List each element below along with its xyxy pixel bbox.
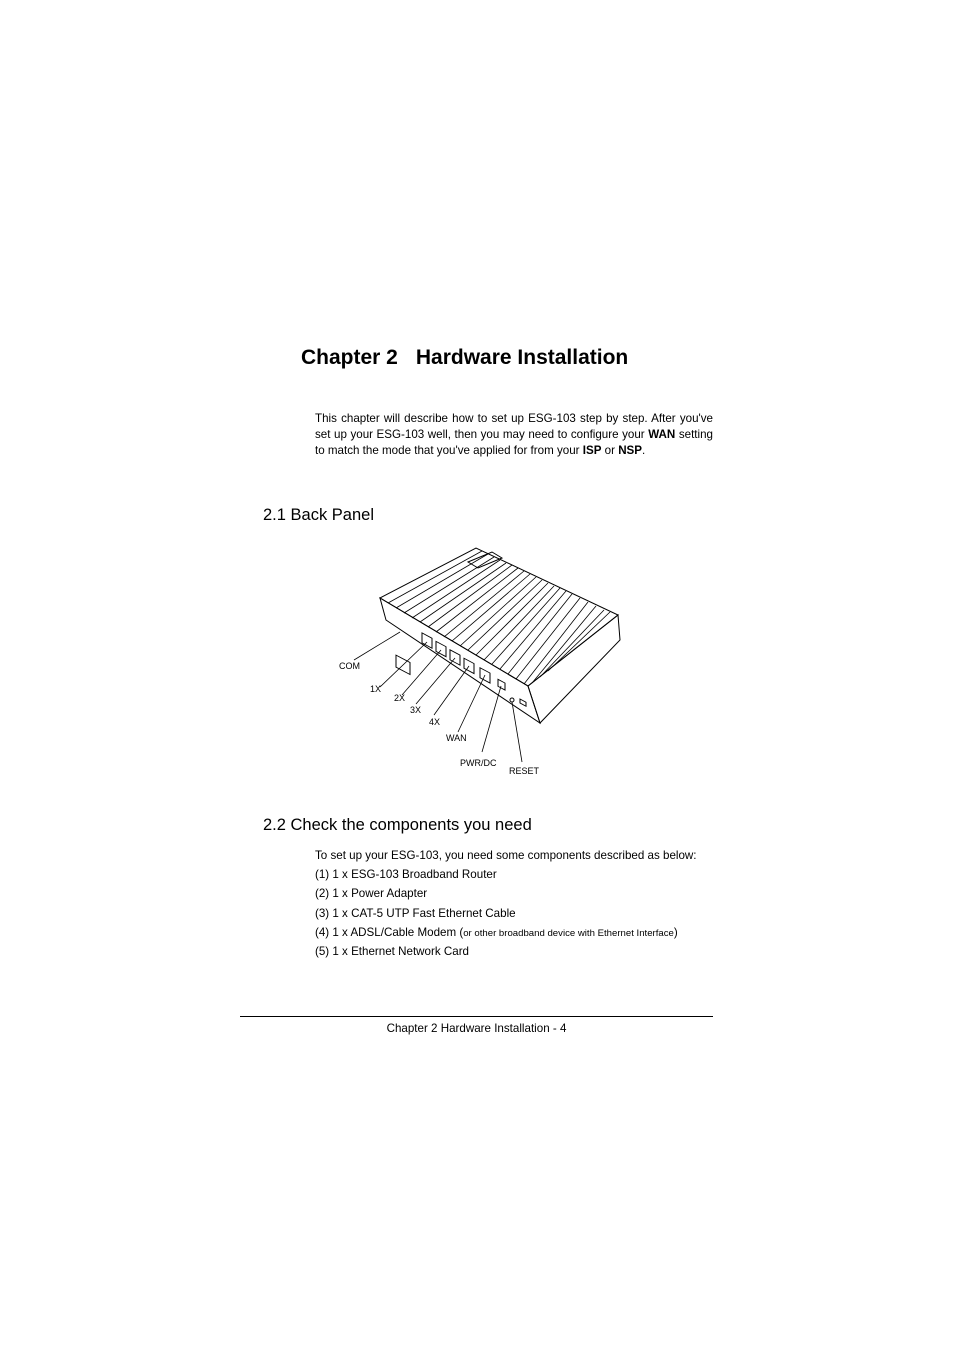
list-item bbox=[315, 886, 678, 905]
intro-paragraph bbox=[315, 411, 713, 460]
list-item bbox=[315, 906, 678, 925]
intro-text-2: setting to match the mode that you've applied for from your bbox=[315, 428, 713, 458]
router-top-plate bbox=[380, 548, 618, 686]
list-item bbox=[315, 925, 678, 944]
label-port-3x: 3X bbox=[410, 705, 422, 715]
intro-wan: WAN bbox=[648, 428, 676, 442]
components-intro: To set up your ESG-103, you need some components described as below: bbox=[315, 849, 697, 862]
section-heading-back-panel: 2.1 Back Panel bbox=[263, 506, 374, 524]
list-item bbox=[315, 944, 678, 963]
intro-text-4: . bbox=[642, 444, 646, 458]
list-item bbox=[315, 867, 678, 886]
chapter-title bbox=[301, 346, 628, 370]
router-label-plate bbox=[468, 552, 502, 568]
components-list bbox=[315, 867, 678, 963]
label-com: COM bbox=[339, 661, 360, 671]
chapter-number: Chapter 2 bbox=[301, 346, 398, 369]
list-item-text: (1) 1 x ESG-103 Broadband Router bbox=[315, 868, 497, 881]
list-item-text: (2) 1 x Power Adapter bbox=[315, 887, 428, 901]
label-wan: WAN bbox=[446, 733, 467, 743]
intro-nsp: NSP bbox=[618, 444, 643, 458]
indicator bbox=[520, 699, 526, 706]
power-jack bbox=[498, 679, 505, 690]
list-item-text: (3) 1 x CAT-5 UTP Fast Ethernet Cable bbox=[315, 906, 516, 920]
list-item-text: (4) 1 x ADSL/Cable Modem ( bbox=[315, 925, 464, 939]
label-port-4x: 4X bbox=[429, 717, 441, 727]
page-footer: Chapter 2 Hardware Installation - 4 bbox=[386, 1022, 567, 1035]
chapter-name: Hardware Installation bbox=[415, 346, 629, 369]
intro-text-1: This chapter will describe how to set up ESG-103 step by step. After you've set up your ESG-103 well, then you may need to configure your bbox=[315, 412, 713, 442]
lan-port-1 bbox=[422, 633, 432, 648]
label-port-2x: 2X bbox=[394, 693, 406, 703]
list-item-note: or other broadband device with Ethernet Interface bbox=[463, 927, 674, 939]
lan-port-3 bbox=[450, 650, 460, 665]
intro-isp: ISP bbox=[582, 444, 602, 458]
list-item-close: ) bbox=[673, 925, 678, 939]
section-heading-components: 2.2 Check the components you need bbox=[263, 816, 532, 834]
label-port-1x: 1X bbox=[370, 684, 382, 694]
router-back-panel-illustration bbox=[330, 540, 630, 785]
router-vents bbox=[388, 551, 610, 684]
label-reset: RESET bbox=[509, 766, 540, 776]
label-pwr-dc: PWR/DC bbox=[460, 758, 497, 768]
reset-hole bbox=[510, 698, 514, 702]
intro-text-3: or bbox=[601, 444, 619, 458]
footer-rule bbox=[240, 1016, 713, 1017]
leader-lines bbox=[354, 632, 522, 762]
list-item-text: (5) 1 x Ethernet Network Card bbox=[315, 945, 469, 959]
